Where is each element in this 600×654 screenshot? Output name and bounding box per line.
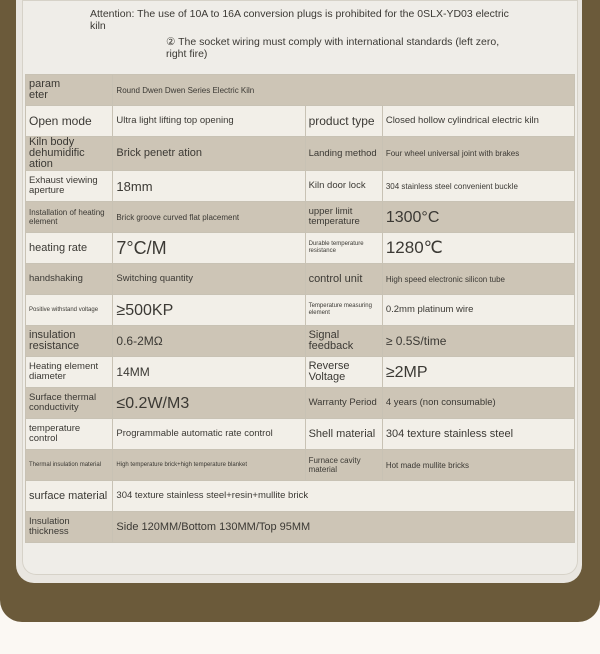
row-value: 304 stainless steel convenient buckle xyxy=(382,171,574,202)
row-label: Kiln door lock xyxy=(305,171,382,202)
row-label: Kiln body dehumidific ation xyxy=(26,137,113,171)
row-value: 18mm xyxy=(113,171,305,202)
table-row xyxy=(26,264,575,295)
spec-table xyxy=(25,74,575,543)
row-value: ≥500KP xyxy=(113,295,305,326)
table-row xyxy=(26,171,575,202)
row-value: 0.6-2MΩ xyxy=(113,326,305,357)
table-row xyxy=(26,419,575,450)
row-label: Exhaust viewing aperture xyxy=(26,171,113,202)
row-label: Durable temperature resistance xyxy=(305,233,382,264)
notice-line-2: ② The socket wiring must comply with international standards (left zero, right fire) xyxy=(166,36,500,60)
row-value: 4 years (non consumable) xyxy=(382,388,574,419)
table-row-wide xyxy=(26,481,575,512)
row-label: Warranty Period xyxy=(305,388,382,419)
row-label: insulation resistance xyxy=(26,326,113,357)
table-row xyxy=(26,202,575,233)
table-header-row xyxy=(26,75,575,106)
row-label: heating rate xyxy=(26,233,113,264)
row-value: 7°C/M xyxy=(113,233,305,264)
row-value: Four wheel universal joint with brakes xyxy=(382,137,574,171)
attention-notice xyxy=(90,8,520,60)
row-value: Side 120MM/Bottom 130MM/Top 95MM xyxy=(113,512,575,543)
row-value: 304 texture stainless steel xyxy=(382,419,574,450)
row-label: Furnace cavity material xyxy=(305,450,382,481)
notice-line-1: Attention: The use of 10A to 16A conversion plugs is prohibited for the 0SLX-YD03 electric kiln xyxy=(90,8,509,32)
row-value: Ultra light lifting top opening xyxy=(113,106,305,137)
row-label: temperature control xyxy=(26,419,113,450)
table-row xyxy=(26,106,575,137)
row-label: Landing method xyxy=(305,137,382,171)
row-label: Shell material xyxy=(305,419,382,450)
row-label: Installation of heating element xyxy=(26,202,113,233)
row-value: ≤0.2W/M3 xyxy=(113,388,305,419)
row-label: handshaking xyxy=(26,264,113,295)
row-label: surface material xyxy=(26,481,113,512)
table-row xyxy=(26,233,575,264)
table-row xyxy=(26,357,575,388)
row-value: Switching quantity xyxy=(113,264,305,295)
table-row xyxy=(26,388,575,419)
row-value: Brick groove curved flat placement xyxy=(113,202,305,233)
row-label: Open mode xyxy=(26,106,113,137)
row-value: 1280℃ xyxy=(382,233,574,264)
table-row xyxy=(26,326,575,357)
row-value: High temperature brick+high temperature blanket xyxy=(113,450,305,481)
row-value: Programmable automatic rate control xyxy=(113,419,305,450)
row-value: Hot made mullite bricks xyxy=(382,450,574,481)
row-value: Closed hollow cylindrical electric kiln xyxy=(382,106,574,137)
row-value: 1300°C xyxy=(382,202,574,233)
row-label: upper limit temperature xyxy=(305,202,382,233)
row-label: Positive withstand voltage xyxy=(26,295,113,326)
row-value: High speed electronic silicon tube xyxy=(382,264,574,295)
row-label: Reverse Voltage xyxy=(305,357,382,388)
row-label: Thermal insulation material xyxy=(26,450,113,481)
model-name: Round Dwen Dwen Series Electric Kiln xyxy=(113,75,575,106)
row-value: 14MM xyxy=(113,357,305,388)
row-label: Surface thermal conductivity xyxy=(26,388,113,419)
row-value: 304 texture stainless steel+resin+mullite brick xyxy=(113,481,575,512)
row-label: Insulation thickness xyxy=(26,512,113,543)
table-row-wide xyxy=(26,512,575,543)
table-row xyxy=(26,137,575,171)
row-label: control unit xyxy=(305,264,382,295)
row-value: Brick penetr ation xyxy=(113,137,305,171)
row-value: 0.2mm platinum wire xyxy=(382,295,574,326)
row-label: Heating element diameter xyxy=(26,357,113,388)
row-value: ≥ 0.5S/time xyxy=(382,326,574,357)
row-label: Signal feedback xyxy=(305,326,382,357)
table-row xyxy=(26,450,575,481)
table-row xyxy=(26,295,575,326)
row-value: ≥2MP xyxy=(382,357,574,388)
row-label: product type xyxy=(305,106,382,137)
param-header: param eter xyxy=(26,75,113,106)
row-label: Temperature measuring element xyxy=(305,295,382,326)
